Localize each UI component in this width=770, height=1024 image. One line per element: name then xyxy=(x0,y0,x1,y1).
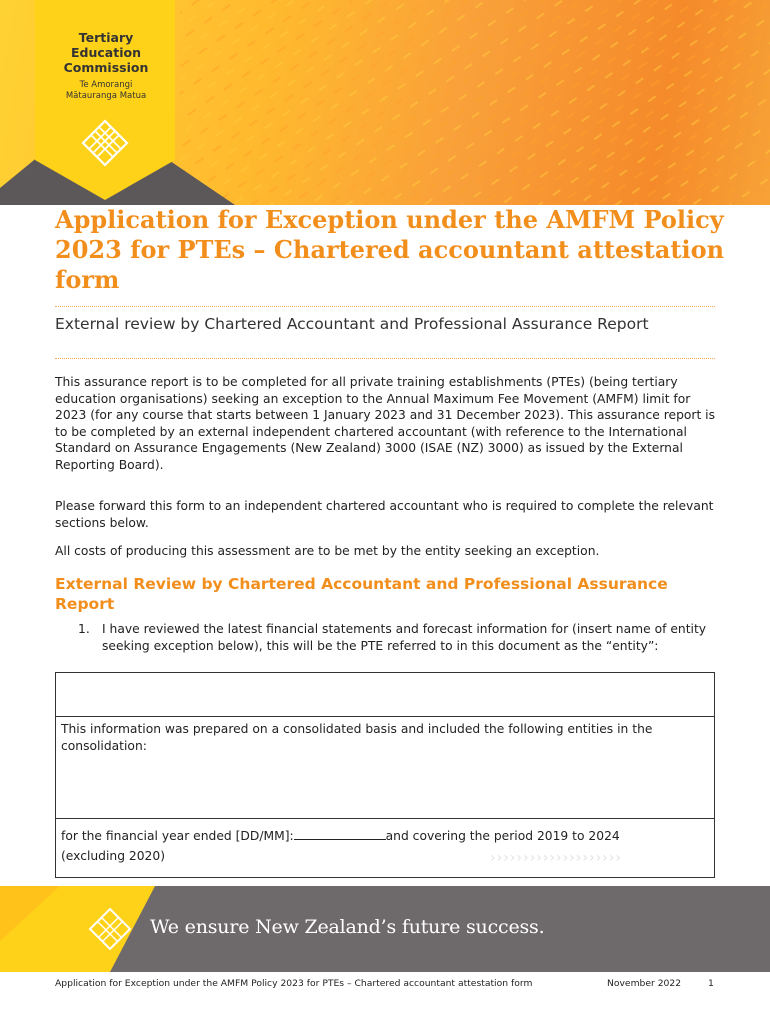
document-subtitle: External review by Chartered Accountant and Professional Assurance Report xyxy=(55,315,649,333)
item-number: 1. xyxy=(78,622,90,636)
footer-title: Application for Exception under the AMFM Policy 2023 for PTEs – Chartered accountant attestation form xyxy=(55,978,533,989)
consolidation-label: This information was prepared on a consolidated basis and included the following entities in the consolidation: xyxy=(61,722,653,753)
banner-tagline: We ensure New Zealand’s future success. xyxy=(150,916,545,938)
logo-maori-1: Te Amorangi xyxy=(79,80,133,90)
logo xyxy=(35,0,175,205)
item-text: I have reviewed the latest financial statements and forecast information for (insert name of entity seeking exception below), this will be the PTE referred to in this document as the “entity”: xyxy=(102,622,707,653)
entity-name-field[interactable] xyxy=(56,673,714,717)
logo-line-1: Tertiary xyxy=(78,30,134,45)
fy-note: (excluding 2020) xyxy=(61,849,166,863)
footer-date: November 2022 xyxy=(607,978,682,989)
divider-bottom xyxy=(55,358,715,359)
logo-maori-2: Mātauranga Matua xyxy=(65,91,147,101)
chevron-decoration-icon: ›››››››››››››››››››› xyxy=(490,850,622,866)
logo-line-2: Education xyxy=(71,45,141,60)
forward-paragraph: Please forward this form to an independent chartered accountant who is required to complete the relevant sections below. xyxy=(55,499,714,530)
costs-paragraph: All costs of producing this assessment are to be met by the entity seeking an exception. xyxy=(55,544,600,558)
page-number: 1 xyxy=(708,978,714,989)
fy-date-blank[interactable] xyxy=(294,827,386,840)
entity-form xyxy=(55,672,715,878)
divider-top xyxy=(55,306,715,307)
document-title: Application for Exception under the AMFM Policy 2023 for PTEs – Chartered accountant attestation form xyxy=(55,205,725,294)
header-banner xyxy=(0,0,770,205)
intro-paragraph: This assurance report is to be completed for all private training establishments (PTEs) (being tertiary education organisations) seeking an exception to the Annual Maximum Fee Movement (AMFM) limit for 2023 (for any course that starts between 1 January 2023 and 31 December 2023). This assurance report is to be completed by an external independent chartered accountant (with reference to the International Standard on Assurance Engagements (New Zealand) 3000 (ISAE (NZ) 3000) as issued by the External Reporting Board). xyxy=(55,375,716,472)
section-heading: External Review by Chartered Accountant and Professional Assurance Report xyxy=(55,575,668,613)
fy-suffix: and covering the period 2019 to 2024 xyxy=(385,829,620,843)
consolidation-field[interactable] xyxy=(56,716,714,819)
logo-line-3: Commission xyxy=(63,60,149,75)
footer-banner xyxy=(0,886,770,972)
fy-prefix: for the financial year ended [DD/MM]: xyxy=(61,829,294,843)
